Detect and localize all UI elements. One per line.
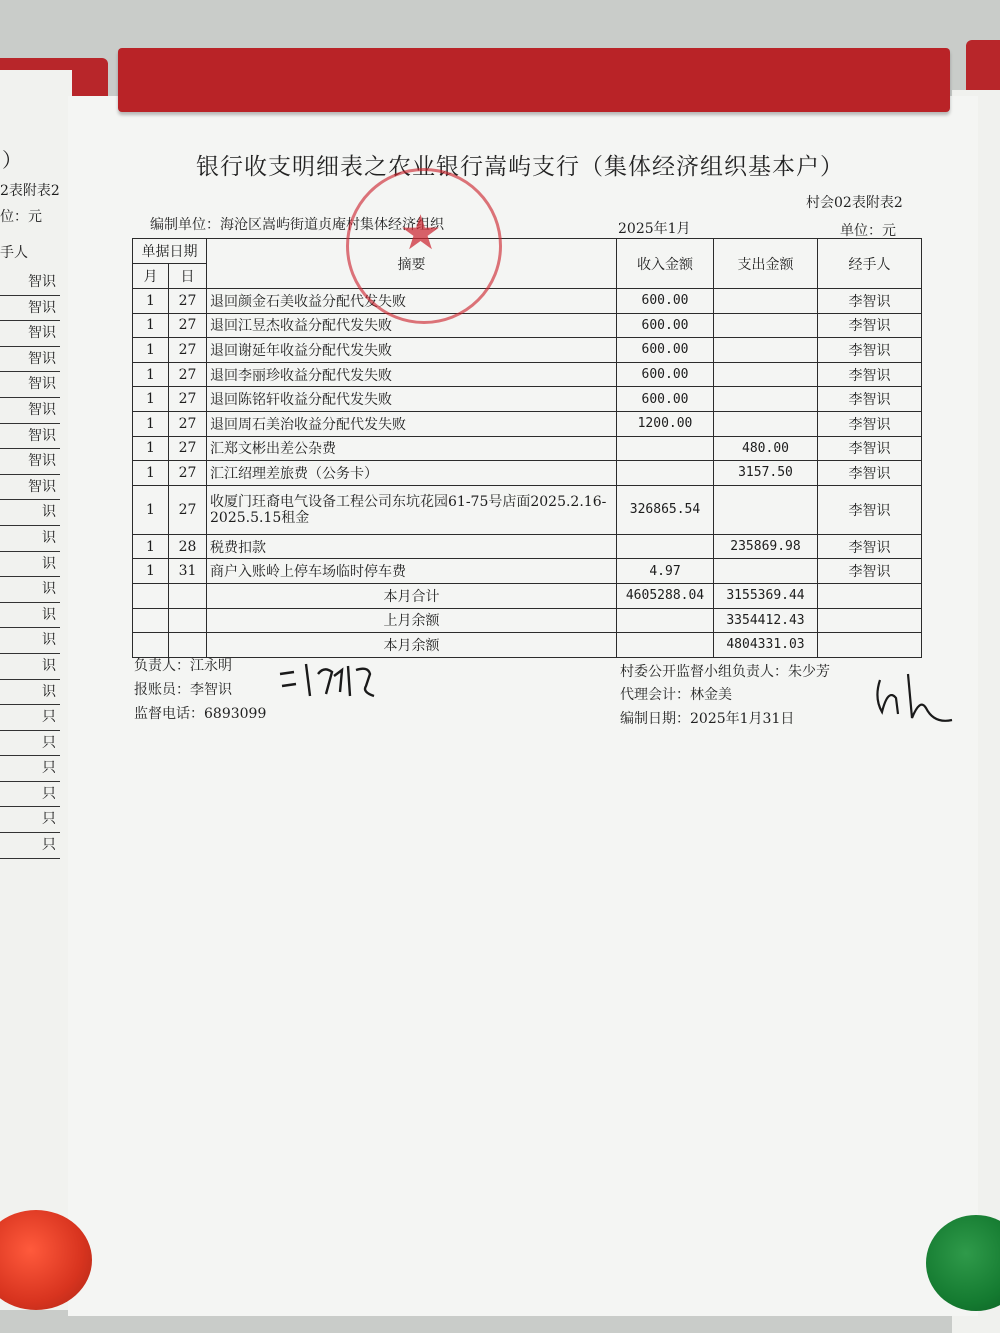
handler-cell: 李智识 — [818, 387, 922, 412]
compile-date: 编制日期：2025年1月31日 — [620, 711, 795, 727]
handler-cell: 李智识 — [818, 559, 922, 584]
total-label: 上月余额 — [207, 608, 617, 633]
left-row-fragment: 智识 — [0, 424, 60, 450]
expense-cell: 480.00 — [714, 436, 818, 461]
left-neighbor-sheet — [0, 70, 72, 1310]
summary-cell: 税费扣款 — [207, 534, 617, 559]
date-group-header: 单据日期 — [133, 239, 207, 264]
day-cell: 27 — [169, 338, 207, 363]
left-row-fragment: 智识 — [0, 270, 60, 296]
empty-cell — [169, 583, 207, 608]
left-row-fragment: 只 — [0, 807, 60, 833]
income-cell: 600.00 — [617, 387, 714, 412]
left-row-fragment: 只 — [0, 756, 60, 782]
left-title-fragment: ） — [2, 148, 22, 172]
day-cell: 27 — [169, 313, 207, 338]
left-row-fragment: 只 — [0, 833, 60, 859]
day-cell: 27 — [169, 485, 207, 534]
total-row — [133, 583, 922, 608]
expense-cell — [714, 289, 818, 314]
summary-cell: 汇江绍理差旅费（公务卡） — [207, 461, 617, 486]
empty-cell — [133, 583, 169, 608]
left-row-fragment: 智识 — [0, 321, 60, 347]
day-cell: 27 — [169, 362, 207, 387]
summary-cell: 商户入账岭上停车场临时停车费 — [207, 559, 617, 584]
document-title: 银行收支明细表之农业银行嵩屿支行（集体经济组织基本户） — [196, 154, 844, 180]
table-row — [133, 411, 922, 436]
day-cell: 27 — [169, 411, 207, 436]
total-expense: 4804331.03 — [714, 633, 818, 658]
handler-cell: 李智识 — [818, 485, 922, 534]
form-number: 村会02表附表2 — [806, 195, 903, 211]
table-row — [133, 387, 922, 412]
expense-header: 支出金额 — [714, 239, 818, 289]
supervisor: 村委公开监督小组负责人：朱少芳 — [620, 664, 830, 680]
left-handler-fragment: 手人 — [0, 245, 28, 261]
month-cell: 1 — [133, 461, 169, 486]
total-expense: 3155369.44 — [714, 583, 818, 608]
summary-cell: 退回李丽珍收益分配代发失败 — [207, 362, 617, 387]
summary-cell: 退回江昱杰收益分配代发失败 — [207, 313, 617, 338]
total-expense: 3354412.43 — [714, 608, 818, 633]
handwritten-signature-left — [276, 656, 380, 702]
month-cell: 1 — [133, 436, 169, 461]
income-cell: 600.00 — [617, 338, 714, 363]
income-cell — [617, 461, 714, 486]
supervision-phone: 监督电话：6893099 — [134, 706, 267, 722]
table-row — [133, 362, 922, 387]
empty-cell — [818, 608, 922, 633]
day-cell: 31 — [169, 559, 207, 584]
month-cell: 1 — [133, 313, 169, 338]
handler-cell: 李智识 — [818, 338, 922, 363]
income-cell — [617, 436, 714, 461]
month-cell: 1 — [133, 411, 169, 436]
left-row-fragment: 识 — [0, 552, 60, 578]
seal-star-icon: ★ — [399, 205, 443, 261]
expense-cell — [714, 485, 818, 534]
income-cell: 326865.54 — [617, 485, 714, 534]
handler-header: 经手人 — [818, 239, 922, 289]
accountant: 代理会计：林金美 — [620, 687, 732, 703]
month-cell: 1 — [133, 362, 169, 387]
table-row — [133, 559, 922, 584]
left-row-fragment: 智识 — [0, 475, 60, 501]
table-row — [133, 534, 922, 559]
left-row-fragment: 只 — [0, 705, 60, 731]
handler-cell: 李智识 — [818, 461, 922, 486]
day-cell: 28 — [169, 534, 207, 559]
month-cell: 1 — [133, 338, 169, 363]
month-cell: 1 — [133, 289, 169, 314]
left-row-fragment: 智识 — [0, 372, 60, 398]
handler-cell: 李智识 — [818, 313, 922, 338]
total-income: 4605288.04 — [617, 583, 714, 608]
empty-cell — [133, 633, 169, 658]
month-cell: 1 — [133, 387, 169, 412]
month-cell: 1 — [133, 534, 169, 559]
table-row — [133, 485, 922, 534]
table-row — [133, 338, 922, 363]
empty-cell — [133, 608, 169, 633]
period: 2025年1月 — [618, 221, 691, 237]
total-label: 本月余额 — [207, 633, 617, 658]
left-row-fragment: 智识 — [0, 296, 60, 322]
leader: 负责人：江永明 — [134, 658, 232, 674]
summary-cell: 退回陈铭轩收益分配代发失败 — [207, 387, 617, 412]
left-unit-fragment: 位：元 — [0, 209, 42, 225]
empty-cell — [169, 633, 207, 658]
left-row-fragment: 识 — [0, 577, 60, 603]
left-row-fragment: 只 — [0, 782, 60, 808]
empty-cell — [818, 583, 922, 608]
ledger-table — [132, 238, 922, 658]
left-row-fragment: 识 — [0, 628, 60, 654]
empty-cell — [818, 633, 922, 658]
income-cell: 600.00 — [617, 313, 714, 338]
currency-unit: 单位：元 — [840, 223, 896, 239]
expense-cell: 3157.50 — [714, 461, 818, 486]
summary-cell: 退回颜金石美收益分配代发失败 — [207, 289, 617, 314]
expense-cell — [714, 313, 818, 338]
expense-cell — [714, 387, 818, 412]
month-header: 月 — [133, 264, 169, 289]
left-row-fragment: 识 — [0, 526, 60, 552]
income-cell: 4.97 — [617, 559, 714, 584]
income-cell — [617, 534, 714, 559]
table-row — [133, 436, 922, 461]
table-row — [133, 313, 922, 338]
left-row-fragment: 智识 — [0, 449, 60, 475]
day-header: 日 — [169, 264, 207, 289]
left-row-fragment: 识 — [0, 603, 60, 629]
official-seal — [346, 168, 502, 324]
day-cell: 27 — [169, 387, 207, 412]
expense-cell — [714, 411, 818, 436]
total-income — [617, 608, 714, 633]
handler-cell: 李智识 — [818, 411, 922, 436]
day-cell: 27 — [169, 289, 207, 314]
bookkeeper: 报账员：李智识 — [134, 682, 232, 698]
empty-cell — [169, 608, 207, 633]
left-row-fragment: 智识 — [0, 347, 60, 373]
day-cell: 27 — [169, 461, 207, 486]
total-row — [133, 608, 922, 633]
handler-cell: 李智识 — [818, 289, 922, 314]
income-header: 收入金额 — [617, 239, 714, 289]
day-cell: 27 — [169, 436, 207, 461]
summary-cell: 退回周石美治收益分配代发失败 — [207, 411, 617, 436]
header-row — [133, 239, 922, 264]
summary-cell: 汇郑文彬出差公杂费 — [207, 436, 617, 461]
total-income — [617, 633, 714, 658]
handler-cell: 李智识 — [818, 362, 922, 387]
expense-cell — [714, 559, 818, 584]
handler-cell: 李智识 — [818, 436, 922, 461]
handwritten-signature-right — [872, 668, 956, 728]
left-row-fragment: 识 — [0, 654, 60, 680]
month-cell: 1 — [133, 559, 169, 584]
expense-cell — [714, 362, 818, 387]
expense-cell — [714, 338, 818, 363]
left-row-fragment: 只 — [0, 731, 60, 757]
expense-cell: 235869.98 — [714, 534, 818, 559]
left-row-fragment: 识 — [0, 680, 60, 706]
summary-header: 摘要 — [207, 239, 617, 289]
total-row — [133, 633, 922, 658]
table-row — [133, 461, 922, 486]
left-rows — [0, 270, 60, 859]
income-cell: 600.00 — [617, 362, 714, 387]
left-row-fragment: 智识 — [0, 398, 60, 424]
unit-label: 编制单位：海沧区嵩屿街道贞庵村集体经济组织 — [150, 217, 444, 233]
summary-cell: 退回谢延年收益分配代发失败 — [207, 338, 617, 363]
left-row-fragment: 识 — [0, 500, 60, 526]
table-row — [133, 289, 922, 314]
header-band — [118, 48, 950, 112]
left-form-fragment: 2表附表2 — [0, 183, 60, 199]
income-cell: 600.00 — [617, 289, 714, 314]
handler-cell: 李智识 — [818, 534, 922, 559]
month-cell: 1 — [133, 485, 169, 534]
summary-cell: 收厦门玨裔电气设备工程公司东坑花园61-75号店面2025.2.16-2025.5.15租金 — [207, 485, 617, 534]
income-cell: 1200.00 — [617, 411, 714, 436]
total-label: 本月合计 — [207, 583, 617, 608]
